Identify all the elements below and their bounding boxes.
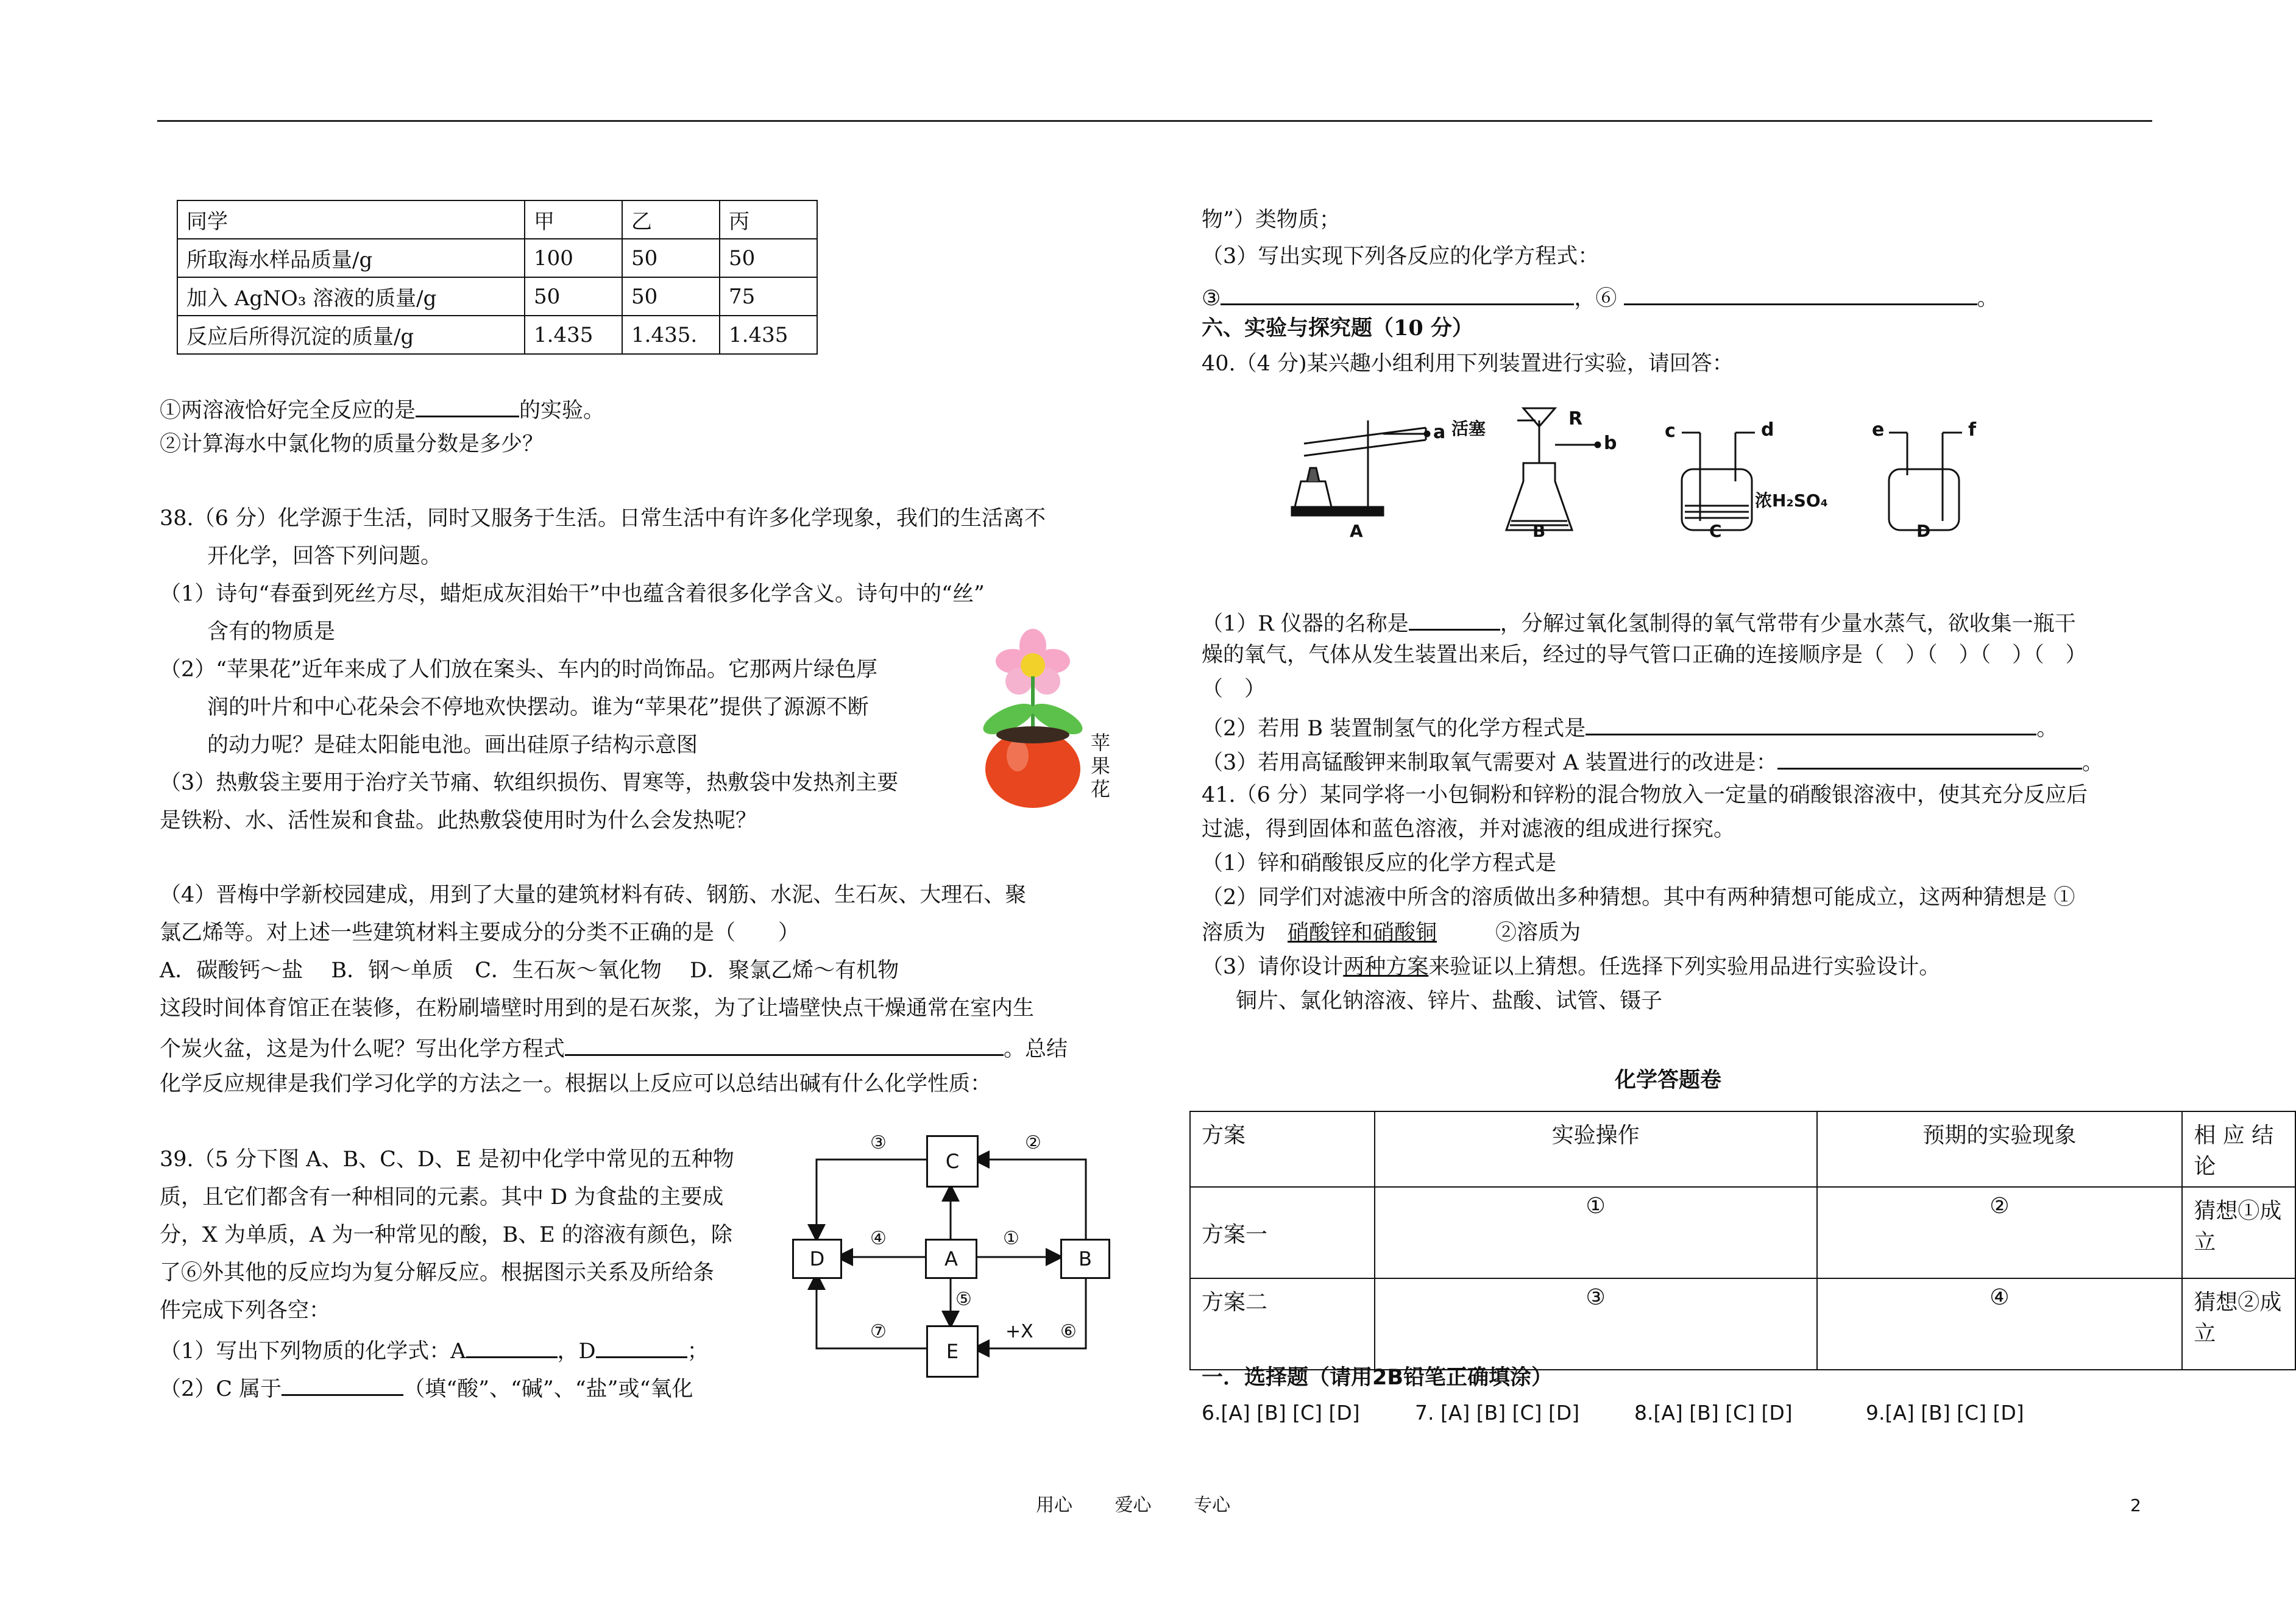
q39-text: （2）C 属于: [160, 1377, 282, 1401]
q41-text: ②溶质为: [1495, 921, 1581, 945]
q39-text: （1）写出下列物质的化学式：A: [160, 1339, 466, 1364]
reaction-label: ⑦: [870, 1321, 887, 1342]
q40-line: （ ）: [1202, 677, 1266, 701]
table-cell: 猜想②成立: [2182, 1278, 2295, 1370]
answer-blank[interactable]: [1624, 283, 1977, 305]
flower-caption: [1091, 731, 1110, 801]
q41-text: 来验证以上猜想。任选择下列实验用品进行实验设计。: [1428, 955, 1941, 979]
footer-motto: [1036, 1493, 1230, 1518]
q41-line: （1）锌和硝酸银反应的化学方程式是: [1202, 851, 1557, 876]
q38-line: （2）“苹果花”近年来成了人们放在案头、车内的时尚饰品。它那两片绿色厚: [160, 657, 878, 682]
choice-row-7[interactable]: 7. [A] [B] [C] [D]: [1415, 1401, 1580, 1425]
table-header-cell: 甲: [525, 200, 622, 239]
seawater-data-table: [177, 200, 818, 355]
table-cell[interactable]: ③: [1375, 1278, 1817, 1370]
reaction-label: ③: [870, 1132, 887, 1153]
q40-text: （2）若用 B 装置制氢气的化学方程式是: [1202, 717, 1586, 741]
reaction-label: ②: [1025, 1132, 1041, 1153]
q38-options: A．碳酸钙～盐 B．钢～单质 C．生石灰～氧化物 D．聚氯乙烯～有机物: [160, 958, 899, 983]
q41-line: 过滤，得到固体和蓝色溶液，并对滤液的组成进行探究。: [1202, 817, 1735, 841]
q38-text: 。总结: [1004, 1037, 1068, 1061]
motto-word: 专心: [1194, 1495, 1231, 1516]
q39-line: 件完成下列各空：: [160, 1298, 331, 1323]
table-header-cell: 相 应 结 论: [2182, 1111, 2295, 1187]
q38-line: 这段时间体育馆正在装修，在粉刷墙壁时用到的是石灰浆，为了让墙壁快点干燥通常在室内生: [160, 996, 1035, 1021]
heading-text: 一．选择题（请用: [1202, 1365, 1373, 1390]
q39-line: 39.（5 分下图 A、B、C、D、E 是初中化学中常见的五种物: [160, 1147, 734, 1172]
q39-text: ；: [687, 1339, 709, 1364]
choice-row-9[interactable]: 9.[A] [B] [C] [D]: [1866, 1401, 2024, 1425]
table-cell: 50: [720, 239, 817, 277]
section-6-heading: 六、实验与探究题（10 分）: [1202, 316, 1473, 341]
q40-intro: 40.（4 分)某兴趣小组利用下列装置进行实验，请回答：: [1202, 352, 1734, 376]
apparatus-figure: [1280, 396, 2035, 548]
apparatus-label: 活塞: [1451, 419, 1486, 439]
motto-word: 用心: [1036, 1495, 1072, 1516]
q40-text: （3）若用高锰酸钾来制取氧气需要对 A 装置进行的改进是：: [1202, 751, 1777, 775]
apparatus-label: d: [1761, 419, 1774, 441]
q41-materials: 铜片、氯化钠溶液、锌片、盐酸、试管、镊子: [1236, 989, 1663, 1013]
table-row: [1190, 1187, 2295, 1278]
table-cell: 猜想①成立: [2182, 1187, 2295, 1278]
q41-underlined-answer: 硝酸锌和硝酸铜: [1288, 921, 1437, 945]
heading-text: 2B: [1372, 1365, 1404, 1390]
q41-line: （2）同学们对滤液中所含的溶质做出多种猜想。其中有两种猜想可能成立，这两种猜想是 ①: [1202, 885, 2075, 910]
node-e: E: [926, 1325, 979, 1378]
q41-text: （3）请你设计: [1202, 955, 1344, 979]
table-cell: 反应后所得沉淀的质量/g: [177, 316, 525, 354]
table-header-cell: 乙: [622, 200, 720, 239]
table-cell[interactable]: ①: [1375, 1187, 1817, 1278]
table-header-row: [1190, 1111, 2295, 1187]
q39-text: 。: [1977, 286, 1999, 311]
apparatus-label: a: [1433, 422, 1446, 443]
table-cell: 1.435: [720, 316, 817, 354]
apparatus-label: 浓H₂SO₄: [1755, 490, 1828, 511]
q39-text: ，D: [557, 1339, 596, 1364]
apparatus-label: R: [1568, 408, 1583, 430]
q38-line: 的动力呢？是硅太阳能电池。画出硅原子结构示意图: [207, 733, 698, 757]
table-cell: 50: [525, 277, 622, 316]
q39-line: 了⑥外其他的反应均为复分解反应。根据图示关系及所给条: [160, 1261, 715, 1285]
choice-row-8[interactable]: 8.[A] [B] [C] [D]: [1634, 1401, 1793, 1425]
table-header-row: [177, 200, 817, 239]
q39-line: [160, 1373, 693, 1402]
table-cell: 50: [622, 277, 720, 316]
q40-text: 。: [2036, 717, 2058, 741]
q39-cont-line: 物”）类物质；: [1202, 208, 1341, 232]
motto-word: 爱心: [1114, 1495, 1152, 1516]
apparatus-label: e: [1872, 419, 1885, 441]
apparatus-label: c: [1665, 420, 1676, 442]
table-header-cell: 同学: [177, 200, 525, 239]
q41-underlined-text: 两种方案: [1343, 955, 1429, 979]
table-header-cell: 实验操作: [1375, 1111, 1817, 1187]
q37-text: 的实验。: [519, 398, 605, 423]
table-cell: 100: [525, 239, 622, 277]
section-1-heading: [1202, 1365, 1553, 1390]
q39-line: [160, 1336, 709, 1364]
answer-blank[interactable]: [1586, 713, 2036, 735]
q38-line: （4）晋梅中学新校园建成，用到了大量的建筑材料有砖、钢筋、水泥、生石灰、大理石、聚: [160, 883, 1027, 907]
q40-text: 。: [2082, 751, 2103, 775]
page-number: 2: [2130, 1495, 2141, 1515]
table-row: [1190, 1278, 2295, 1370]
q39-line: 分，X 为单质，A 为一种常见的酸，B、E 的溶液有颜色，除: [160, 1223, 732, 1247]
q38-text: 个炭火盆，这是为什么呢？写出化学方程式: [160, 1037, 565, 1061]
table-row: [177, 316, 817, 354]
reaction-label: +X: [1005, 1321, 1033, 1342]
table-cell: 方案二: [1190, 1278, 1375, 1370]
q39-cont-line: [1202, 283, 1999, 311]
reaction-label: ④: [870, 1228, 887, 1249]
apparatus-label: C: [1709, 521, 1722, 541]
q40-line: 燥的氧气，气体从发生装置出来后，经过的导气管口正确的连接顺序是（ ）（ ）（ ）（ ）: [1202, 643, 2087, 667]
q40-text: （1）R 仪器的名称是: [1202, 612, 1409, 636]
q38-line: 是铁粉、水、活性炭和食盐。此热敷袋使用时为什么会发热呢？: [160, 809, 757, 833]
answer-blank[interactable]: [416, 395, 519, 417]
relation-diagram: [792, 1127, 1109, 1383]
q39-cont-line: （3）写出实现下列各反应的化学方程式：: [1202, 244, 1600, 269]
q38-line: （3）热敷袋主要用于治疗关节痛、软组织损伤、胃寒等，热敷袋中发热剂主要: [160, 771, 899, 795]
heading-text: 铅笔正确填涂）: [1403, 1365, 1553, 1390]
q39-line: 质，且它们都含有一种相同的元素。其中 D 为食盐的主要成: [160, 1185, 724, 1209]
table-header-cell: 预期的实验现象: [1817, 1111, 2183, 1187]
answer-blank[interactable]: [466, 1336, 558, 1358]
answer-blank[interactable]: [1221, 283, 1574, 305]
q38-line: （1）诗句“春蚕到死丝方尽，蜡炬成灰泪始干”中也蕴含着很多化学含义。诗句中的“丝”: [160, 582, 985, 606]
q41-line: 41.（6 分）某同学将一小包铜粉和锌粉的混合物放入一定量的硝酸银溶液中，使其充分反应后: [1202, 783, 2088, 807]
q38-line: [160, 1033, 1068, 1062]
reaction-label: ①: [1003, 1228, 1019, 1249]
q41-text: 溶质为: [1202, 921, 1266, 945]
table-header-cell: 丙: [720, 200, 817, 239]
q38-line: 38.（6 分）化学源于生活，同时又服务于生活。日常生活中有许多化学现象，我们的生活离不: [160, 506, 1046, 531]
answer-blank[interactable]: [1777, 747, 2082, 770]
node-d: D: [792, 1239, 842, 1279]
answer-sheet-title: 化学答题卷: [1615, 1068, 1722, 1093]
table-row: [177, 277, 817, 316]
q40-text: ，分解过氧化氢制得的氧气常带有少量水蒸气，欲收集一瓶干: [1500, 612, 2076, 636]
answer-blank[interactable]: [1409, 608, 1500, 631]
table-cell: 方案一: [1190, 1187, 1375, 1278]
q38-line: 开化学，回答下列问题。: [207, 544, 442, 568]
reaction-label: ⑥: [1060, 1321, 1077, 1342]
q38-line: 含有的物质是: [207, 620, 336, 644]
apparatus-label: B: [1532, 521, 1546, 541]
apple-flower-image: [975, 628, 1091, 810]
q39-text: ，⑥: [1574, 286, 1617, 311]
q40-line: [1202, 608, 2076, 637]
table-cell: 75: [720, 277, 817, 316]
q37-line-2: ②计算海水中氯化物的质量分数是多少？: [160, 432, 544, 456]
q39-text: ③: [1202, 286, 1221, 311]
answer-blank[interactable]: [282, 1373, 403, 1396]
table-cell: 1.435.: [622, 316, 720, 354]
caption-char: 花: [1091, 777, 1111, 801]
apparatus-label: A: [1350, 521, 1363, 541]
caption-char: 果: [1091, 754, 1111, 777]
node-c: C: [926, 1135, 979, 1188]
answer-table: [1189, 1111, 2296, 1370]
table-cell[interactable]: ④: [1817, 1278, 2183, 1370]
q38-line: 润的叶片和中心花朵会不停地欢快摆动。谁为“苹果花”提供了源源不断: [207, 695, 869, 720]
q37-text: ①两溶液恰好完全反应的是: [160, 398, 416, 423]
node-a: A: [925, 1239, 977, 1279]
node-b: B: [1060, 1239, 1110, 1279]
q38-line: 氯乙烯等。对上述一些建筑材料主要成分的分类不正确的是（ ）: [160, 921, 800, 945]
header-rule: [157, 120, 2152, 122]
table-cell: 加入 AgNO₃ 溶液的质量/g: [177, 277, 525, 316]
q40-line: [1202, 747, 2103, 776]
apparatus-label: b: [1604, 433, 1617, 454]
q40-line: [1202, 713, 2058, 742]
table-cell: 所取海水样品质量/g: [177, 239, 525, 277]
caption-char: 苹: [1091, 731, 1111, 754]
choice-row-6[interactable]: 6.[A] [B] [C] [D]: [1202, 1401, 1360, 1425]
q41-line: [1202, 920, 1581, 946]
table-row: [177, 239, 817, 277]
reaction-label: ⑤: [955, 1289, 972, 1310]
q38-line: 化学反应规律是我们学习化学的方法之一。根据以上反应可以总结出碱有什么化学性质：: [160, 1072, 992, 1096]
answer-blank[interactable]: [596, 1336, 687, 1358]
q37-line-1: [160, 395, 604, 423]
apparatus-label: f: [1968, 419, 1977, 441]
table-cell: 1.435: [525, 316, 622, 354]
apparatus-label: D: [1916, 521, 1931, 541]
table-cell: 50: [622, 239, 720, 277]
q41-line: [1202, 954, 1940, 980]
q39-text: （填“酸”、“碱”、“盐”或“氧化: [403, 1377, 693, 1401]
table-cell[interactable]: ②: [1817, 1187, 2183, 1278]
table-header-cell: 方案: [1190, 1111, 1375, 1187]
answer-blank[interactable]: [565, 1033, 1004, 1056]
